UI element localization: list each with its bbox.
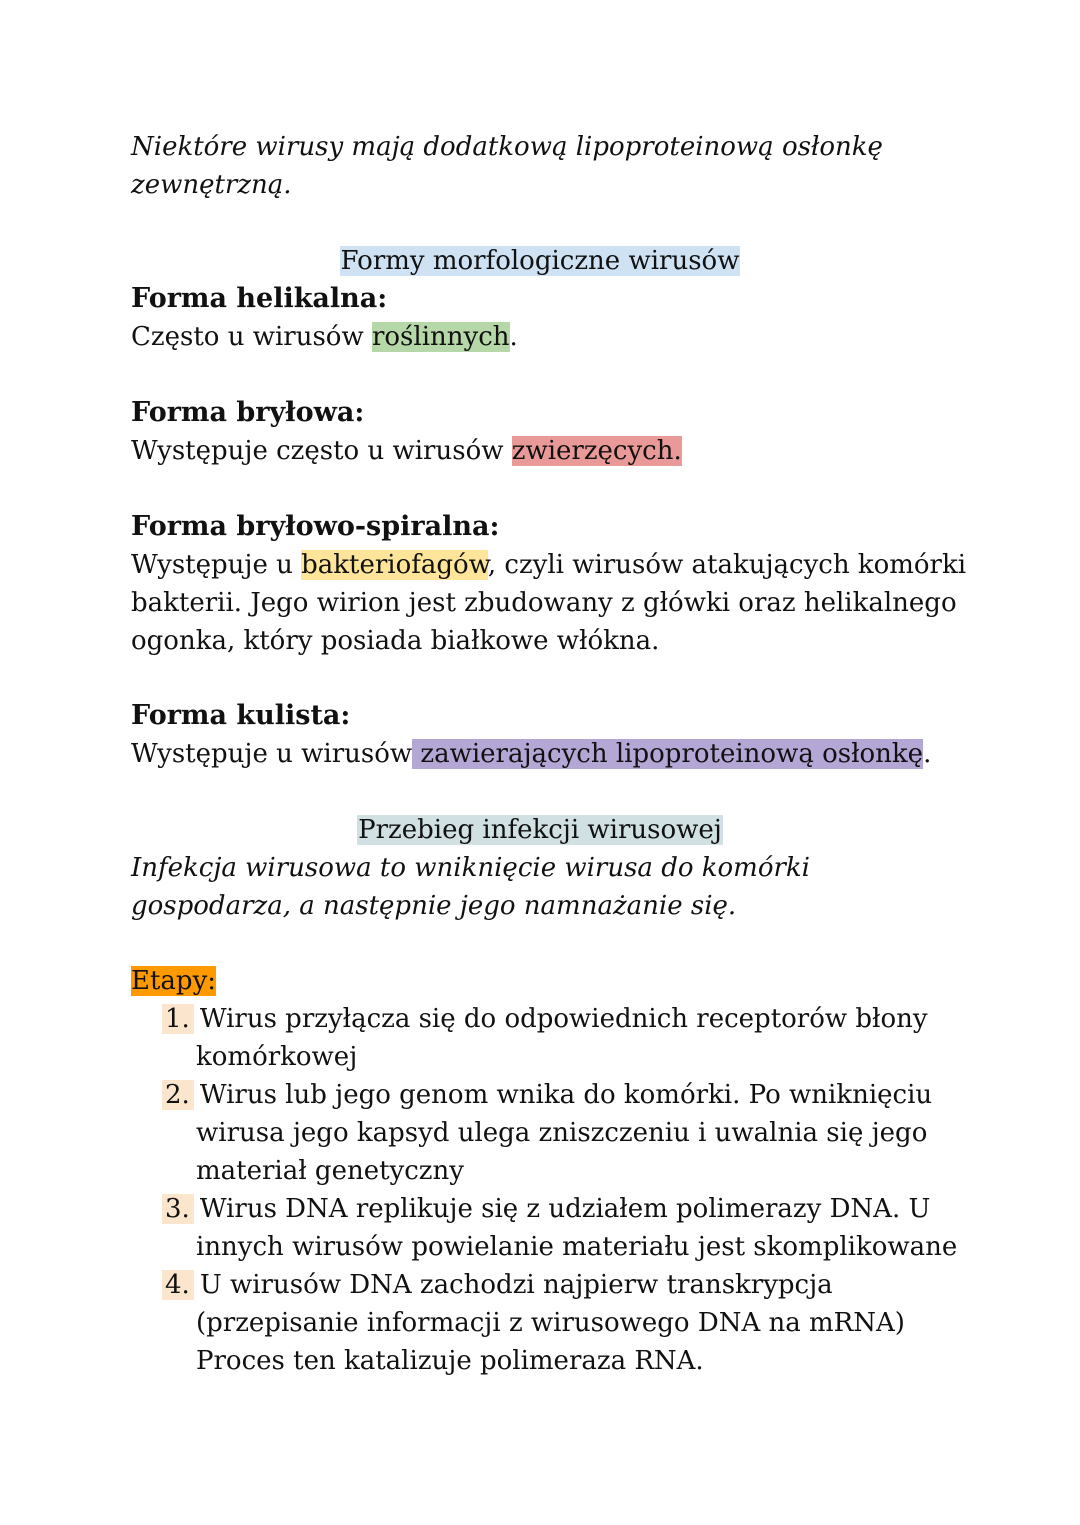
form-text: bakterii. Jego wirion jest zbudowany z główki oraz helikalnego [131, 588, 957, 618]
step-line: (przepisanie informacji z wirusowego DNA na mRNA) [196, 1308, 905, 1338]
step-1: 1. Wirus przyłącza się do odpowiednich receptorów błony [162, 1000, 928, 1038]
form-heading: Forma helikalna: [131, 283, 388, 314]
step-4: 4. U wirusów DNA zachodzi najpierw transkrypcja [162, 1266, 833, 1304]
section-title: Formy morfologiczne wirusów [340, 246, 740, 276]
step-3: 3. Wirus DNA replikuje się z udziałem polimerazy DNA. U [162, 1190, 930, 1228]
definition-line: gospodarza, a następnie jego namnażanie się. [131, 891, 737, 921]
definition-line: Infekcja wirusowa to wniknięcie wirusa do komórki [131, 853, 810, 883]
step-line: innych wirusów powielanie materiału jest skomplikowane [196, 1232, 958, 1262]
intro-line: zewnętrzną. [131, 170, 292, 200]
step-line: materiał genetyczny [196, 1156, 464, 1186]
highlight: roślinnych [371, 322, 510, 352]
form-heading: Forma bryłowo-spiralna: [131, 511, 500, 542]
form-text: Często u wirusów roślinnych. [131, 322, 518, 352]
form-heading: Forma bryłowa: [131, 397, 365, 428]
stages-label: Etapy: [131, 966, 217, 996]
step-2: 2. Wirus lub jego genom wnika do komórki. Po wniknięciu [162, 1076, 932, 1114]
step-line: komórkowej [196, 1042, 358, 1072]
form-text: Występuje u wirusów zawierających lipoproteinową osłonkę. [131, 739, 932, 769]
intro-line: Niektóre wirusy mają dodatkową lipoproteinową osłonkę [131, 132, 883, 162]
form-heading: Forma kulista: [131, 700, 351, 731]
form-text: Występuje często u wirusów zwierzęcych. [131, 436, 682, 466]
highlight: zwierzęcych. [511, 436, 682, 466]
form-text: Występuje u bakteriofagów, czyli wirusów atakujących komórki [131, 550, 967, 580]
form-text: ogonka, który posiada białkowe włókna. [131, 626, 660, 656]
highlight: bakteriofagów [301, 550, 488, 580]
section-title: Przebieg infekcji wirusowej [358, 815, 722, 845]
step-line: wirusa jego kapsyd ulega zniszczeniu i uwalnia się jego [196, 1118, 928, 1148]
step-line: Proces ten katalizuje polimeraza RNA. [196, 1346, 704, 1376]
highlight: zawierających lipoproteinową osłonkę [412, 739, 924, 769]
